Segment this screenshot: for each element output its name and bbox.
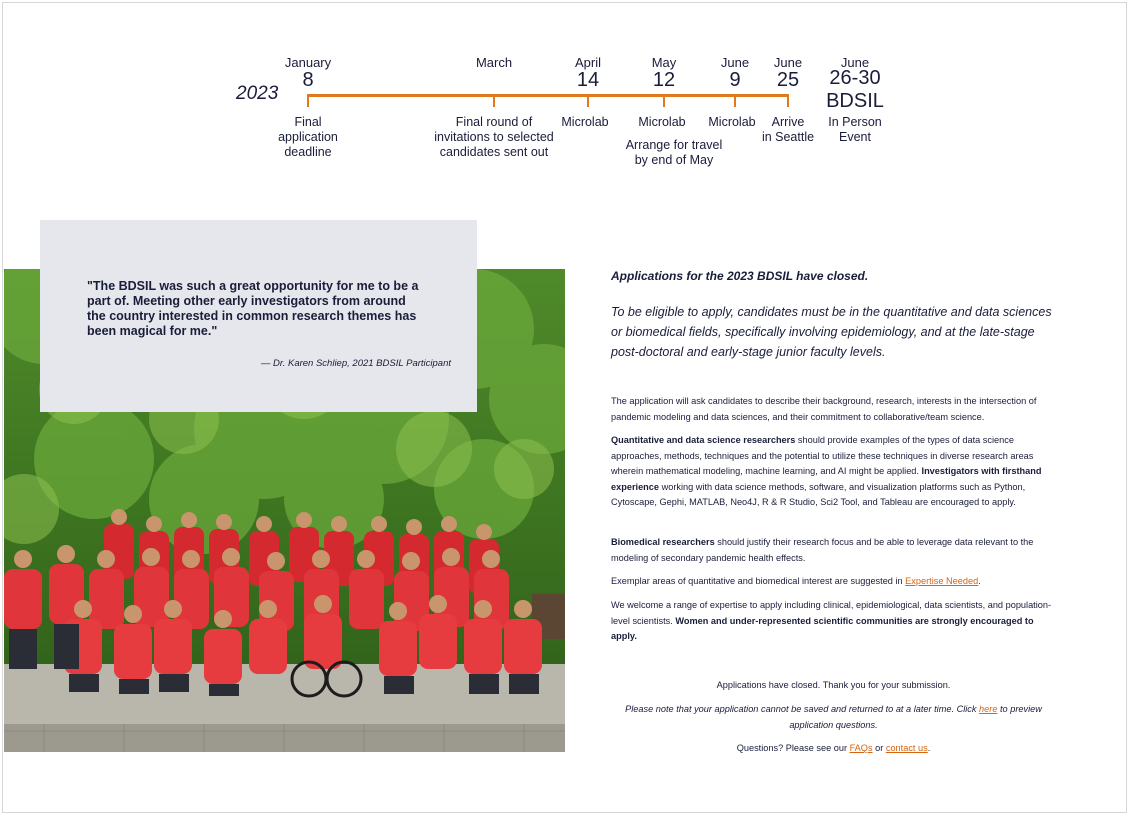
timeline-month: June xyxy=(720,55,750,70)
biomedical-researchers-paragraph xyxy=(611,535,1056,566)
timeline-day: 12 xyxy=(652,69,676,91)
paragraph-text: should justify their research focus and be able to leverage data relevant to the modeling of secondary pandemic health effects. xyxy=(611,537,1034,563)
timeline-final-days: 26-30 xyxy=(829,67,881,89)
timeline-day: 8 xyxy=(302,69,314,91)
questions-line xyxy=(611,741,1056,757)
caption-line: deadline xyxy=(284,145,332,159)
paragraph-text: Exemplar areas of quantitative and biomedical interest are suggested in xyxy=(611,576,906,586)
caption-line: invitations to selected xyxy=(434,130,554,144)
note-text: to preview application questions. xyxy=(789,704,1042,730)
timeline-final-name: BDSIL xyxy=(826,90,884,112)
timeline-year: 2023 xyxy=(236,83,279,104)
quantitative-researchers-paragraph xyxy=(611,433,1056,511)
timeline-caption xyxy=(238,115,378,160)
bold-phrase: Biomedical researchers xyxy=(611,537,715,547)
preview-questions-link[interactable]: here xyxy=(979,704,998,714)
questions-text: Questions? Please see our xyxy=(736,743,850,753)
timeline-day: 14 xyxy=(576,69,600,91)
timeline-tick xyxy=(734,94,736,107)
exemplar-areas-paragraph xyxy=(611,574,1056,590)
caption-line: Event xyxy=(839,130,871,144)
caption-line: Arrange for travel xyxy=(625,138,723,152)
caption-line: in Seattle xyxy=(761,130,815,144)
testimonial-attribution: — Dr. Karen Schliep, 2021 BDSIL Participant xyxy=(260,358,451,369)
expertise-needed-link[interactable]: Expertise Needed xyxy=(905,576,979,586)
timeline-month: April xyxy=(574,55,601,70)
questions-text: or xyxy=(872,743,886,753)
testimonial-quote: "The BDSIL was such a great opportunity for me to be a part of. Meeting other early investigators from around the country interested in common research themes has been magical for me." xyxy=(87,279,419,338)
timeline-final-caption xyxy=(805,115,905,145)
save-note xyxy=(611,702,1056,733)
timeline-tick xyxy=(493,94,495,107)
timeline-line xyxy=(307,94,789,97)
note-text: Please note that your application cannot be saved and returned to at a later time. Click xyxy=(625,704,980,714)
application-description: The application will ask candidates to describe their background, research, interests in the intersection of pandemic modeling and data sciences, and their commitment to collaborative/team science. xyxy=(611,396,1037,422)
timeline xyxy=(0,0,1131,200)
paragraph-text: working with data science methods, software, and visualization platforms such as Python, Cytoscape, Gephi, MATLAB, Neo4J, R & R Studio, Sci2 Tool, and Tableau are encouraged to apply. xyxy=(611,481,1026,507)
faqs-link[interactable]: FAQs xyxy=(849,743,873,753)
contact-us-link[interactable]: contact us xyxy=(885,743,928,753)
applications-closed-heading: Applications for the 2023 BDSIL have closed. xyxy=(611,269,869,283)
timeline-tick xyxy=(307,94,309,107)
paragraph-text: should provide examples of the types of data science approaches, methods, techniques and the potential to utilize these techniques in diverse research areas wherein mathematical modeling, machine learning, and AI might be applied. xyxy=(611,435,1034,476)
caption-line: Final round of xyxy=(455,115,533,129)
caption-line: Final xyxy=(294,115,322,129)
timeline-month: June xyxy=(773,55,803,70)
welcome-paragraph xyxy=(611,598,1056,645)
questions-text: . xyxy=(927,743,931,753)
timeline-tick xyxy=(663,94,665,107)
eligibility-statement: To be eligible to apply, candidates must be in the quantitative and data sciences or biomedical fields, specifically involving epidemiology, and at the late-stage post-doctoral and early-stage junior faculty levels. xyxy=(611,305,1052,359)
caption-line: Microlab xyxy=(638,115,686,129)
caption-line: by end of May xyxy=(634,153,714,167)
timeline-day: 9 xyxy=(729,69,741,91)
timeline-tick xyxy=(787,94,789,107)
timeline-month: January xyxy=(284,55,332,70)
paragraph-text: We welcome a range of expertise to apply including clinical, epidemiological, data scientists, and population-level scientists. xyxy=(611,600,1052,626)
caption-line: application xyxy=(278,130,338,144)
caption-line: Microlab xyxy=(561,115,609,129)
caption-line: Arrive xyxy=(771,115,805,129)
timeline-day: 25 xyxy=(776,69,800,91)
caption-line: In Person xyxy=(828,115,882,129)
paragraph-text: . xyxy=(978,576,981,586)
caption-line: Microlab xyxy=(708,115,756,129)
caption-line: candidates sent out xyxy=(439,145,549,159)
bold-phrase: Women and under-represented scientific communities are strongly encouraged to apply. xyxy=(611,615,1034,641)
timeline-month: May xyxy=(651,55,677,70)
bold-phrase: Quantitative and data science researchers xyxy=(611,435,796,445)
closed-thanks-text: Applications have closed. Thank you for your submission. xyxy=(716,680,951,690)
timeline-tick xyxy=(587,94,589,107)
timeline-month: March xyxy=(475,55,513,70)
testimonial-quote-box xyxy=(40,220,477,412)
bold-phrase: Investigators with firsthand experience xyxy=(611,466,1042,492)
timeline-final-month: June xyxy=(840,55,870,70)
